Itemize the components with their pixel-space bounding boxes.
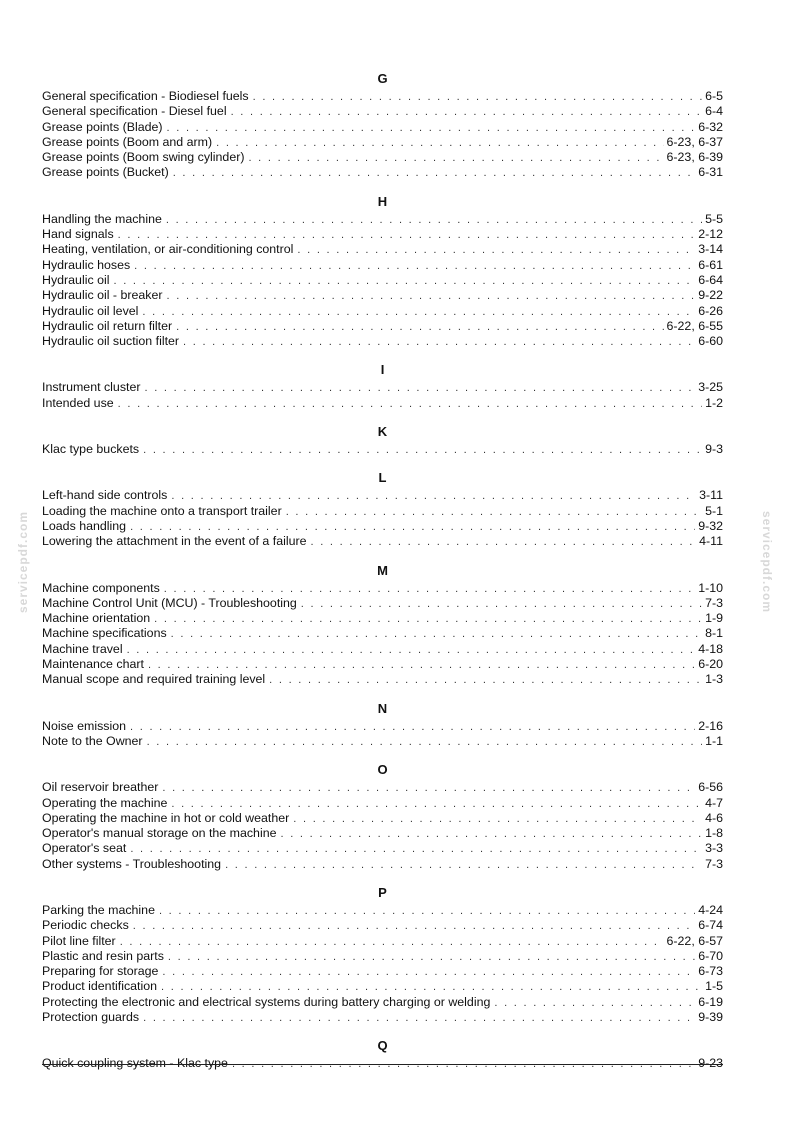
dot-leader [225, 858, 702, 873]
dot-leader [232, 1057, 695, 1072]
entry-label: Hydraulic oil - breaker [42, 288, 163, 303]
index-entry[interactable] [42, 934, 723, 949]
dot-leader [231, 105, 703, 120]
dot-leader [133, 919, 695, 934]
entry-page-reference[interactable]: 2-12 [698, 227, 723, 242]
entry-label: Preparing for storage [42, 964, 159, 979]
index-entry[interactable] [42, 380, 723, 395]
index-entry[interactable] [42, 258, 723, 273]
index-entry[interactable] [42, 826, 723, 841]
index-section-l [42, 470, 723, 549]
entry-page-reference[interactable]: 3-25 [698, 380, 723, 395]
index-entry[interactable] [42, 780, 723, 795]
section-letter-heading: L [378, 470, 387, 486]
entry-page-reference[interactable]: 1-2 [705, 395, 723, 410]
entry-label: Hydraulic oil return filter [42, 318, 173, 333]
index-entry[interactable] [42, 581, 723, 596]
dot-leader [162, 781, 695, 796]
dot-leader [162, 965, 695, 980]
dot-leader [297, 243, 695, 258]
entry-page-reference[interactable]: 6-26 [698, 303, 723, 318]
entry-label: Hydraulic oil suction filter [42, 334, 180, 349]
entry-label: General specification - Diesel fuel [42, 104, 227, 119]
entry-label: Protecting the electronic and electrical systems during battery charging or welding [42, 994, 491, 1009]
index-entry[interactable] [42, 596, 723, 611]
dot-leader [118, 397, 702, 412]
index-section-m [42, 563, 723, 688]
section-letter-heading: O [377, 762, 388, 778]
watermark-right: servicepdf.com [760, 510, 774, 614]
index-entry[interactable] [42, 995, 723, 1010]
dot-leader [161, 980, 702, 995]
index-entry[interactable] [42, 811, 723, 826]
dot-leader [280, 827, 702, 842]
dot-leader [311, 535, 697, 550]
entry-label: Operator's manual storage on the machine [42, 826, 277, 841]
entry-label: Machine components [42, 580, 160, 595]
entry-label: Other systems - Troubleshooting [42, 856, 222, 871]
dot-leader [143, 1011, 695, 1026]
entry-page-reference[interactable]: 3-3 [705, 841, 723, 856]
index-entry[interactable] [42, 135, 723, 150]
index-entry[interactable] [42, 857, 723, 872]
entry-label: Operating the machine [42, 795, 168, 810]
entry-label: Pilot line filter [42, 933, 116, 948]
index-entry[interactable] [42, 304, 723, 319]
index-entry[interactable] [42, 796, 723, 811]
entry-page-reference[interactable]: 3-14 [698, 242, 723, 257]
entry-page-reference[interactable]: 7-3 [705, 595, 723, 610]
dot-leader [118, 228, 696, 243]
dot-leader [171, 627, 702, 642]
dot-leader [176, 320, 663, 335]
index-entry[interactable] [42, 442, 723, 457]
dot-leader [167, 289, 696, 304]
dot-leader [269, 673, 702, 688]
watermark-left: servicepdf.com [16, 510, 30, 614]
entry-label: Loads handling [42, 518, 127, 533]
dot-leader [171, 797, 702, 812]
entry-label: Machine travel [42, 641, 123, 656]
entry-page-reference[interactable]: 4-6 [705, 810, 723, 825]
index-entry[interactable] [42, 89, 723, 104]
entry-page-reference[interactable]: 5-5 [705, 211, 723, 226]
index-section-h [42, 194, 723, 350]
entry-page-reference[interactable]: 6-23, 6-39 [666, 150, 723, 165]
section-letter-heading: H [377, 193, 388, 209]
entry-label: Noise emission [42, 718, 127, 733]
entry-label: Loading the machine onto a transport trailer [42, 503, 282, 518]
dot-leader [286, 505, 702, 520]
entry-page-reference[interactable]: 1-3 [705, 672, 723, 687]
dot-leader [159, 904, 695, 919]
index-entry[interactable] [42, 104, 723, 119]
dot-leader [168, 950, 695, 965]
dot-leader [154, 612, 702, 627]
section-letter-heading: Q [377, 1038, 388, 1054]
entry-page-reference[interactable]: 5-1 [705, 503, 723, 518]
entry-label: Grease points (Boom and arm) [42, 134, 213, 149]
entry-label: Handling the machine [42, 211, 162, 226]
entry-page-reference[interactable]: 6-19 [698, 994, 723, 1009]
dot-leader [164, 582, 695, 597]
index-entry[interactable] [42, 227, 723, 242]
index-entry[interactable] [42, 242, 723, 257]
dot-leader [173, 166, 695, 181]
entry-page-reference[interactable]: 6-31 [698, 165, 723, 180]
entry-label: Klac type buckets [42, 442, 140, 457]
entry-label: Machine orientation [42, 611, 151, 626]
index-entry[interactable] [42, 150, 723, 165]
entry-label: Left-hand side controls [42, 488, 168, 503]
index-entry[interactable] [42, 949, 723, 964]
entry-page-reference[interactable]: 6-73 [698, 964, 723, 979]
index-entry[interactable] [42, 488, 723, 503]
index-entry[interactable] [42, 319, 723, 334]
entry-label: General specification - Biodiesel fuels [42, 89, 249, 103]
index-entry[interactable] [42, 534, 723, 549]
entry-page-reference[interactable]: 1-9 [705, 611, 723, 626]
dot-leader [142, 305, 695, 320]
entry-page-reference[interactable]: 6-74 [698, 918, 723, 933]
index-entry[interactable] [42, 657, 723, 672]
entry-page-reference[interactable]: 6-23, 6-37 [666, 134, 723, 149]
entry-page-reference[interactable]: 6-22, 6-57 [666, 933, 723, 948]
entry-label: Periodic checks [42, 918, 129, 933]
index-entry[interactable] [42, 672, 723, 687]
section-letter-heading: M [377, 562, 388, 578]
entry-page-reference[interactable]: 1-5 [705, 979, 723, 994]
entry-page-reference[interactable]: 6-5 [705, 89, 723, 103]
entry-label: Machine specifications [42, 626, 167, 641]
dot-leader [143, 443, 702, 458]
section-letter-heading: N [377, 700, 388, 716]
dot-leader [494, 996, 695, 1011]
dot-leader [130, 720, 695, 735]
entry-label: Product identification [42, 979, 158, 994]
entry-page-reference[interactable]: 9-23 [698, 1056, 723, 1071]
bottom-divider [42, 1064, 723, 1065]
index-entry[interactable] [42, 626, 723, 641]
entry-page-reference[interactable]: 9-22 [698, 288, 723, 303]
index-entry[interactable] [42, 611, 723, 626]
entry-page-reference[interactable]: 9-39 [698, 1010, 723, 1025]
dot-leader [134, 259, 695, 274]
index-entry[interactable] [42, 979, 723, 994]
entry-label: Intended use [42, 395, 114, 410]
entry-page-reference[interactable]: 2-16 [698, 718, 723, 733]
dot-leader [166, 213, 702, 228]
index-section-o [42, 762, 723, 872]
entry-label: Note to the Owner [42, 733, 143, 748]
index-entry[interactable] [42, 719, 723, 734]
alphabetical-index [42, 71, 723, 1085]
entry-page-reference[interactable]: 3-11 [699, 488, 723, 503]
entry-page-reference[interactable]: 6-4 [705, 104, 723, 119]
dot-leader [144, 381, 695, 396]
index-entry[interactable] [42, 120, 723, 135]
section-letter-heading: I [380, 362, 385, 378]
index-section-k [42, 424, 723, 457]
index-entry[interactable] [42, 334, 723, 349]
entry-page-reference[interactable]: 9-32 [698, 518, 723, 533]
dot-leader [120, 935, 664, 950]
entry-page-reference[interactable]: 4-18 [698, 641, 723, 656]
section-letter-heading: G [377, 71, 388, 86]
entry-page-reference[interactable]: 4-11 [699, 534, 723, 549]
index-entry[interactable] [42, 288, 723, 303]
index-entry[interactable] [42, 165, 723, 180]
index-entry[interactable] [42, 1010, 723, 1025]
entry-page-reference[interactable]: 6-70 [698, 948, 723, 963]
entry-page-reference[interactable]: 6-20 [698, 657, 723, 672]
index-entry[interactable] [42, 734, 723, 749]
dot-leader [127, 643, 696, 658]
entry-label: Grease points (Boom swing cylinder) [42, 150, 245, 165]
entry-label: Manual scope and required training level [42, 672, 266, 687]
entry-page-reference[interactable]: 6-60 [698, 334, 723, 349]
entry-label: Heating, ventilation, or air-conditioning control [42, 242, 294, 257]
dot-leader [113, 274, 695, 289]
entry-label: Machine Control Unit (MCU) - Troubleshooting [42, 595, 297, 610]
index-entry[interactable] [42, 642, 723, 657]
entry-label: Oil reservoir breather [42, 780, 159, 795]
dot-leader [253, 90, 702, 105]
entry-page-reference[interactable]: 6-64 [698, 272, 723, 287]
entry-label: Operating the machine in hot or cold weather [42, 810, 290, 825]
index-entry[interactable] [42, 841, 723, 856]
index-entry[interactable] [42, 918, 723, 933]
entry-label: Quick coupling system - Klac type [42, 1056, 228, 1071]
index-entry[interactable] [42, 212, 723, 227]
entry-page-reference[interactable]: 1-10 [698, 580, 723, 595]
entry-page-reference[interactable]: 1-8 [705, 826, 723, 841]
dot-leader [183, 335, 695, 350]
entry-label: Protection guards [42, 1010, 140, 1025]
index-section-p [42, 885, 723, 1025]
entry-label: Maintenance chart [42, 657, 144, 672]
index-section-n [42, 701, 723, 750]
index-entry[interactable] [42, 519, 723, 534]
entry-page-reference[interactable]: 4-24 [698, 902, 723, 917]
section-letter-heading: K [377, 424, 388, 440]
dot-leader [130, 520, 695, 535]
index-section-i [42, 362, 723, 411]
entry-label: Grease points (Bucket) [42, 165, 169, 180]
entry-label: Parking the machine [42, 902, 155, 917]
entry-label: Plastic and resin parts [42, 948, 164, 963]
dot-leader [248, 151, 663, 166]
entry-page-reference[interactable]: 9-3 [705, 442, 723, 457]
section-letter-heading: P [378, 884, 387, 900]
entry-page-reference[interactable]: 8-1 [705, 626, 723, 641]
dot-leader [216, 136, 663, 151]
entry-label: Lowering the attachment in the event of a failure [42, 534, 307, 549]
entry-page-reference[interactable]: 4-7 [705, 795, 723, 810]
entry-label: Instrument cluster [42, 380, 141, 395]
dot-leader [130, 842, 702, 857]
dot-leader [147, 735, 703, 750]
entry-page-reference[interactable]: 6-32 [698, 119, 723, 134]
entry-label: Hand signals [42, 227, 114, 242]
index-entry[interactable] [42, 396, 723, 411]
index-section-g [42, 71, 723, 181]
index-entry[interactable] [42, 504, 723, 519]
entry-label: Hydraulic oil level [42, 303, 139, 318]
entry-page-reference[interactable]: 6-61 [698, 257, 723, 272]
index-section-q [42, 1038, 723, 1071]
index-entry[interactable] [42, 964, 723, 979]
index-entry[interactable] [42, 903, 723, 918]
entry-label: Operator's seat [42, 841, 127, 856]
entry-label: Hydraulic oil [42, 272, 110, 287]
entry-label: Hydraulic hoses [42, 257, 131, 272]
dot-leader [293, 812, 702, 827]
dot-leader [148, 658, 695, 673]
entry-page-reference[interactable]: 6-22, 6-55 [666, 318, 723, 333]
index-entry[interactable] [42, 273, 723, 288]
entry-label: Grease points (Blade) [42, 119, 163, 134]
dot-leader [171, 489, 696, 504]
dot-leader [301, 597, 702, 612]
entry-page-reference[interactable]: 7-3 [705, 856, 723, 871]
dot-leader [167, 121, 696, 136]
entry-page-reference[interactable]: 1-1 [705, 733, 723, 748]
entry-page-reference[interactable]: 6-56 [698, 780, 723, 795]
